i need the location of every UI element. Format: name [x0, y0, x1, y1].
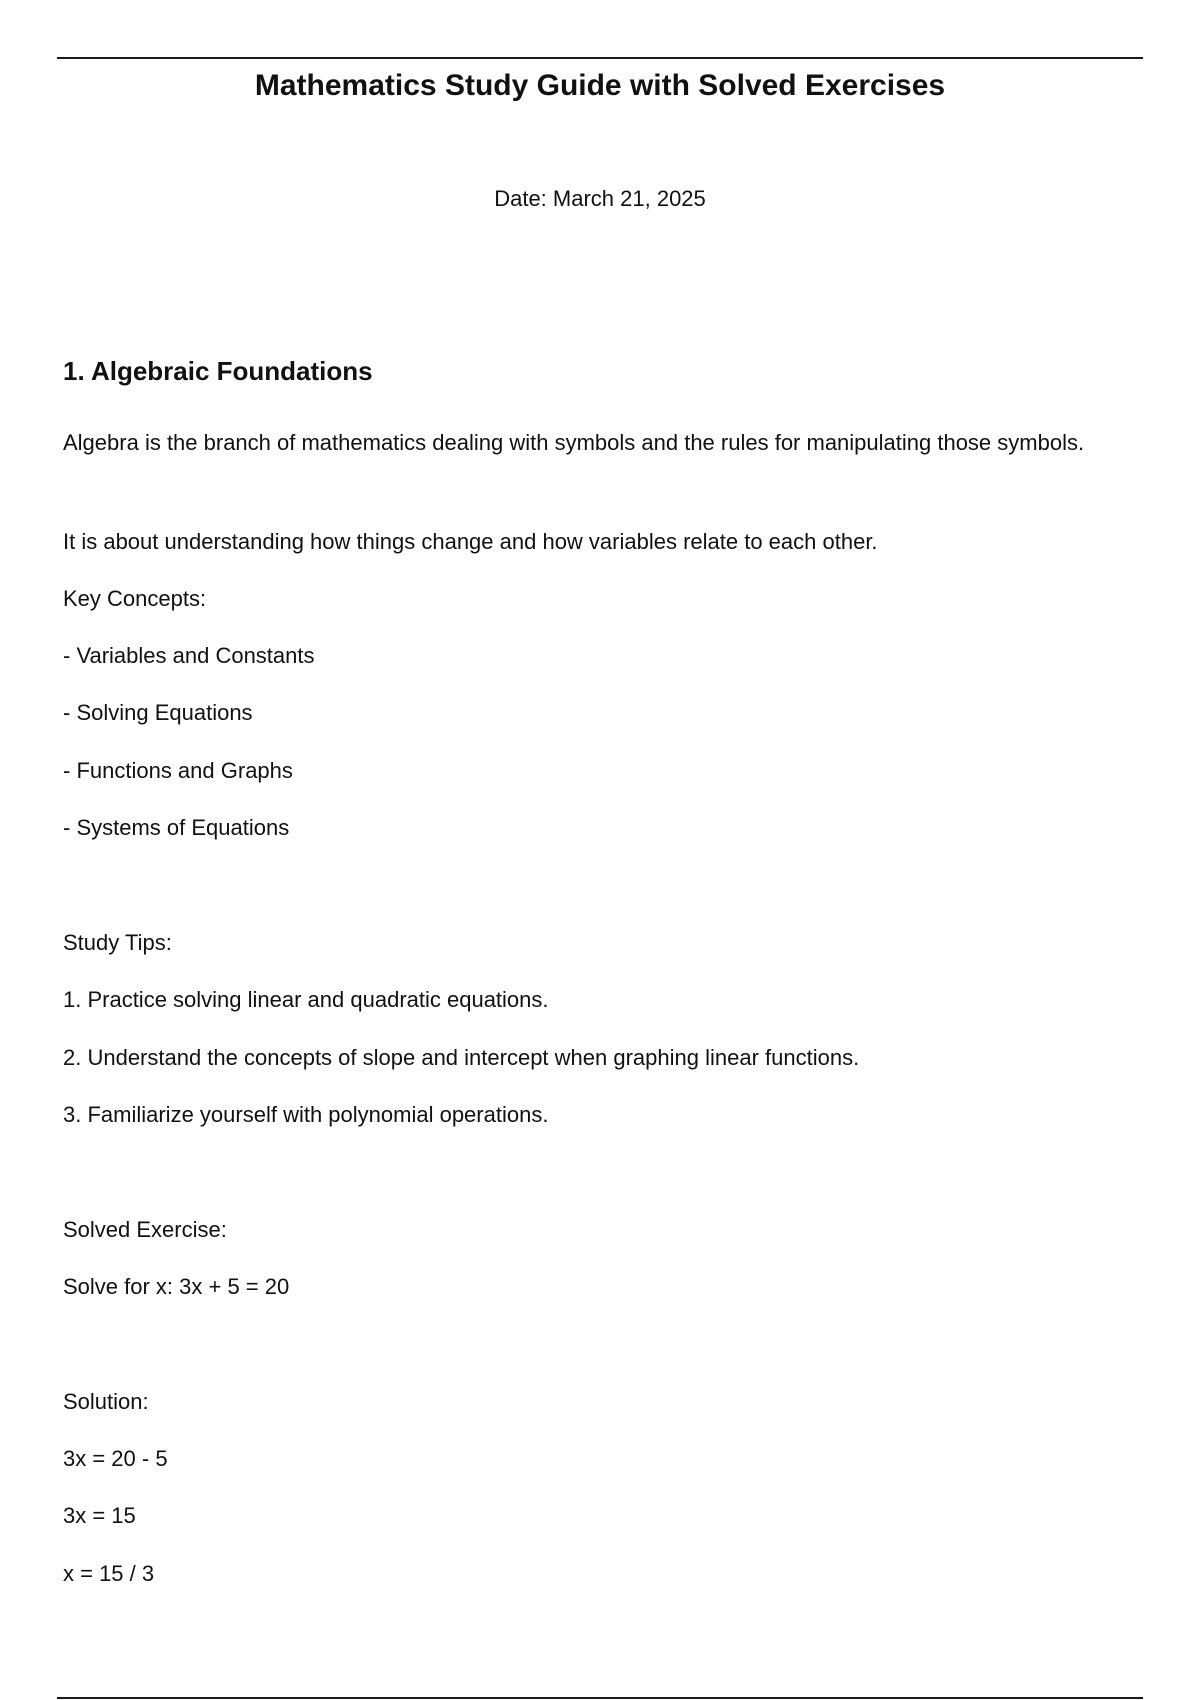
intro-paragraph-2: It is about understanding how things change and how variables relate to each other. [63, 529, 878, 554]
exercise-statement: Solve for x: 3x + 5 = 20 [63, 1274, 290, 1299]
solution-step: 3x = 15 [63, 1503, 136, 1528]
key-concept-item: - Solving Equations [63, 700, 253, 725]
solved-exercise-label: Solved Exercise: [63, 1217, 227, 1242]
document-title: Mathematics Study Guide with Solved Exercises [254, 69, 946, 102]
bottom-rule [57, 1697, 1143, 1699]
solution-label: Solution: [63, 1389, 149, 1414]
document-date: Date: March 21, 2025 [494, 186, 706, 211]
study-tip-item: 2. Understand the concepts of slope and intercept when graphing linear functions. [63, 1045, 860, 1070]
solution-step: 3x = 20 - 5 [63, 1446, 168, 1471]
key-concept-item: - Functions and Graphs [63, 758, 293, 783]
intro-paragraph: Algebra is the branch of mathematics dealing with symbols and the rules for manipulating those symbols. [63, 430, 1085, 455]
study-tips-label: Study Tips: [63, 930, 172, 955]
section-heading: 1. Algebraic Foundations [63, 356, 373, 386]
key-concept-item: - Systems of Equations [63, 815, 290, 840]
study-tip-item: 3. Familiarize yourself with polynomial operations. [63, 1102, 549, 1127]
key-concepts-label: Key Concepts: [63, 586, 207, 611]
solution-step: x = 15 / 3 [63, 1561, 155, 1586]
study-tip-item: 1. Practice solving linear and quadratic equations. [63, 987, 549, 1012]
key-concept-item: - Variables and Constants [63, 643, 315, 668]
top-rule [57, 57, 1143, 59]
